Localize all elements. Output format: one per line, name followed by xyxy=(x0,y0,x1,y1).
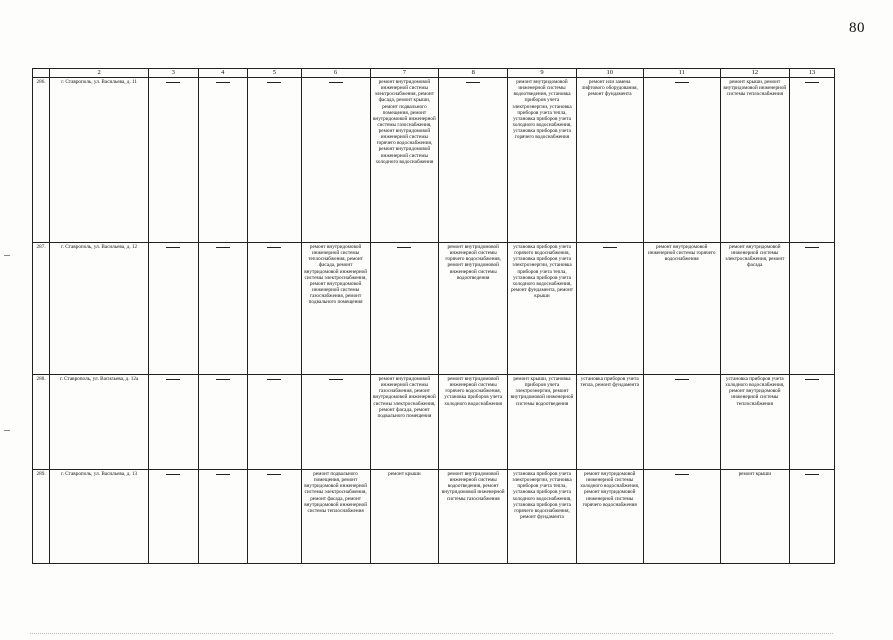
row-number: 289. xyxy=(33,470,50,564)
cell-col6 xyxy=(301,375,370,470)
page-number: 80 xyxy=(849,20,865,36)
address-cell: г. Ставрополь, ул. Васильева, д. 12 xyxy=(50,243,149,375)
cell-col11 xyxy=(643,470,720,564)
cell-col10: ремонт или замена лифтового оборудования, ремонт фундамента xyxy=(576,78,643,243)
dash-mark xyxy=(166,247,180,248)
cell-col11 xyxy=(643,375,720,470)
dash-mark xyxy=(216,82,230,83)
cell-col10 xyxy=(576,243,643,375)
repair-schedule-table xyxy=(32,68,835,564)
address-cell: г. Ставрополь, ул. Васильева, д. 13 xyxy=(50,470,149,564)
dash-mark xyxy=(166,82,180,83)
cell-col5 xyxy=(247,375,301,470)
dash-mark xyxy=(466,82,480,83)
cell-col7 xyxy=(370,243,439,375)
col-header-13: 13 xyxy=(789,69,834,78)
dash-mark xyxy=(166,379,180,380)
cell-col13 xyxy=(789,470,834,564)
address-cell: г. Ставрополь, ул. Васильева, д. 11 xyxy=(50,78,149,243)
cell-col9: ремонт крыши, установка приборов учета электроэнергии, ремонт внутридомовой инженерной системы водоотведения xyxy=(508,375,577,470)
col-header-11: 11 xyxy=(643,69,720,78)
col-header-9: 9 xyxy=(508,69,577,78)
dash-mark xyxy=(216,474,230,475)
cell-col5 xyxy=(247,78,301,243)
dash-mark xyxy=(267,82,281,83)
dash-mark xyxy=(805,247,819,248)
dash-mark xyxy=(805,474,819,475)
cell-col8: ремонт внутридомовой инженерной системы водоотведения, ремонт внутридомовой инженерной системы газоснабжения xyxy=(439,470,508,564)
cell-col4 xyxy=(198,470,247,564)
cell-col10: установка приборов учета тепла, ремонт фундамента xyxy=(576,375,643,470)
cell-col11 xyxy=(643,78,720,243)
col-header-4: 4 xyxy=(198,69,247,78)
cell-col13 xyxy=(789,78,834,243)
dash-mark xyxy=(267,474,281,475)
dash-mark xyxy=(267,247,281,248)
dash-mark xyxy=(329,379,343,380)
col-header-3: 3 xyxy=(149,69,198,78)
cell-col8: ремонт внутридомовой инженерной системы горячего водоснабжения, установка приборов учета холодного водоснабжения xyxy=(439,375,508,470)
dash-mark xyxy=(805,82,819,83)
cell-col6 xyxy=(301,78,370,243)
dash-mark xyxy=(216,247,230,248)
dash-mark xyxy=(216,379,230,380)
cell-col3 xyxy=(149,243,198,375)
cell-col12: ремонт внутридомовой инженерной системы электроснабжения, ремонт фасада xyxy=(720,243,789,375)
cell-col5 xyxy=(247,470,301,564)
dash-mark xyxy=(675,82,689,83)
cell-col3 xyxy=(149,470,198,564)
row-number: 288. xyxy=(33,375,50,470)
cell-col12: установка приборов учета холодного водоснабжения, ремонт внутридомовой инженерной системы теплоснабжения xyxy=(720,375,789,470)
table-row xyxy=(33,375,835,470)
scan-speck xyxy=(4,255,10,256)
row-number: 286. xyxy=(33,78,50,243)
cell-col9: установка приборов учета электроэнергии, установка приборов учета тепла, установка приборов учета холодного водоснабжения, установка приборов учета горячего водоснабжения, ремонт фундамента xyxy=(508,470,577,564)
dash-mark xyxy=(675,474,689,475)
cell-col4 xyxy=(198,375,247,470)
col-header-6: 6 xyxy=(301,69,370,78)
address-cell: г. Ставрополь, ул. Васильева, д. 12а xyxy=(50,375,149,470)
cell-col10: ремонт внутридомовой инженерной системы холодного водоснабжения, ремонт внутридомовой инженерной системы горячего водоснабжения xyxy=(576,470,643,564)
cell-col7: ремонт внутридомовой инженерной системы электроснабжения, ремонт фасада, ремонт крыши, ремонт подвального помещения, ремонт внутридомовой инженерной системы газоснабжения, ремонт внутридомовой инженерной системы горячего водоснабжения, ремонт внутридомовой инженерной системы холодного водоснабжения xyxy=(370,78,439,243)
column-number-row xyxy=(33,69,835,78)
scan-edge-rule xyxy=(30,633,833,634)
col-header-1 xyxy=(33,69,50,78)
cell-col9: установка приборов учета горячего водоснабжения, установка приборов учета электроэнергии, установка приборов учета тепла, установка приборов учета холодного водоснабжения, ремонт фундамента, ремонт крыши xyxy=(508,243,577,375)
col-header-10: 10 xyxy=(576,69,643,78)
cell-col6: ремонт подвального помещения, ремонт внутридомовой инженерной системы электроснабжения, ремонт фасада, ремонт внутридомовой инженерной системы теплоснабжения xyxy=(301,470,370,564)
dash-mark xyxy=(805,379,819,380)
cell-col8: ремонт внутридомовой инженерной системы горячего водоснабжения, ремонт внутридомовой инженерной системы водоотведения xyxy=(439,243,508,375)
cell-col4 xyxy=(198,78,247,243)
cell-col7: ремонт крыши xyxy=(370,470,439,564)
col-header-5: 5 xyxy=(247,69,301,78)
cell-col9: ремонт внутридомовой инженерной системы водоотведения, установка приборов учета электроэнергии, установка приборов учета тепла, установка приборов учета холодного водоснабжения, установка приборов учета горячего водоснабжения xyxy=(508,78,577,243)
cell-col3 xyxy=(149,78,198,243)
cell-col7: ремонт внутридомовой инженерной системы газоснабжения, ремонт внутридомовой инженерной системы электроснабжения, ремонт фасада, ремонт подвального помещения xyxy=(370,375,439,470)
scan-speck xyxy=(4,430,10,431)
row-number: 287. xyxy=(33,243,50,375)
cell-col8 xyxy=(439,78,508,243)
table-row xyxy=(33,470,835,564)
dash-mark xyxy=(675,379,689,380)
dash-mark xyxy=(397,247,411,248)
dash-mark xyxy=(603,247,617,248)
dash-mark xyxy=(267,379,281,380)
dash-mark xyxy=(329,82,343,83)
dash-mark xyxy=(166,474,180,475)
cell-col13 xyxy=(789,375,834,470)
table-row xyxy=(33,243,835,375)
col-header-12: 12 xyxy=(720,69,789,78)
cell-col6: ремонт внутридомовой инженерной системы теплоснабжения, ремонт фасада, ремонт внутридомовой инженерной системы электроснабжения, ремонт внутридомовой инженерной системы газоснабжения, ремонт подвального помещения xyxy=(301,243,370,375)
col-header-7: 7 xyxy=(370,69,439,78)
cell-col13 xyxy=(789,243,834,375)
cell-col4 xyxy=(198,243,247,375)
cell-col5 xyxy=(247,243,301,375)
cell-col3 xyxy=(149,375,198,470)
table-row xyxy=(33,78,835,243)
cell-col12: ремонт крыши xyxy=(720,470,789,564)
col-header-2: 2 xyxy=(50,69,149,78)
cell-col11: ремонт внутридомовой инженерной системы горячего водоснабжения xyxy=(643,243,720,375)
cell-col12: ремонт крыши, ремонт внутридомовой инженерной системы теплоснабжения xyxy=(720,78,789,243)
col-header-8: 8 xyxy=(439,69,508,78)
